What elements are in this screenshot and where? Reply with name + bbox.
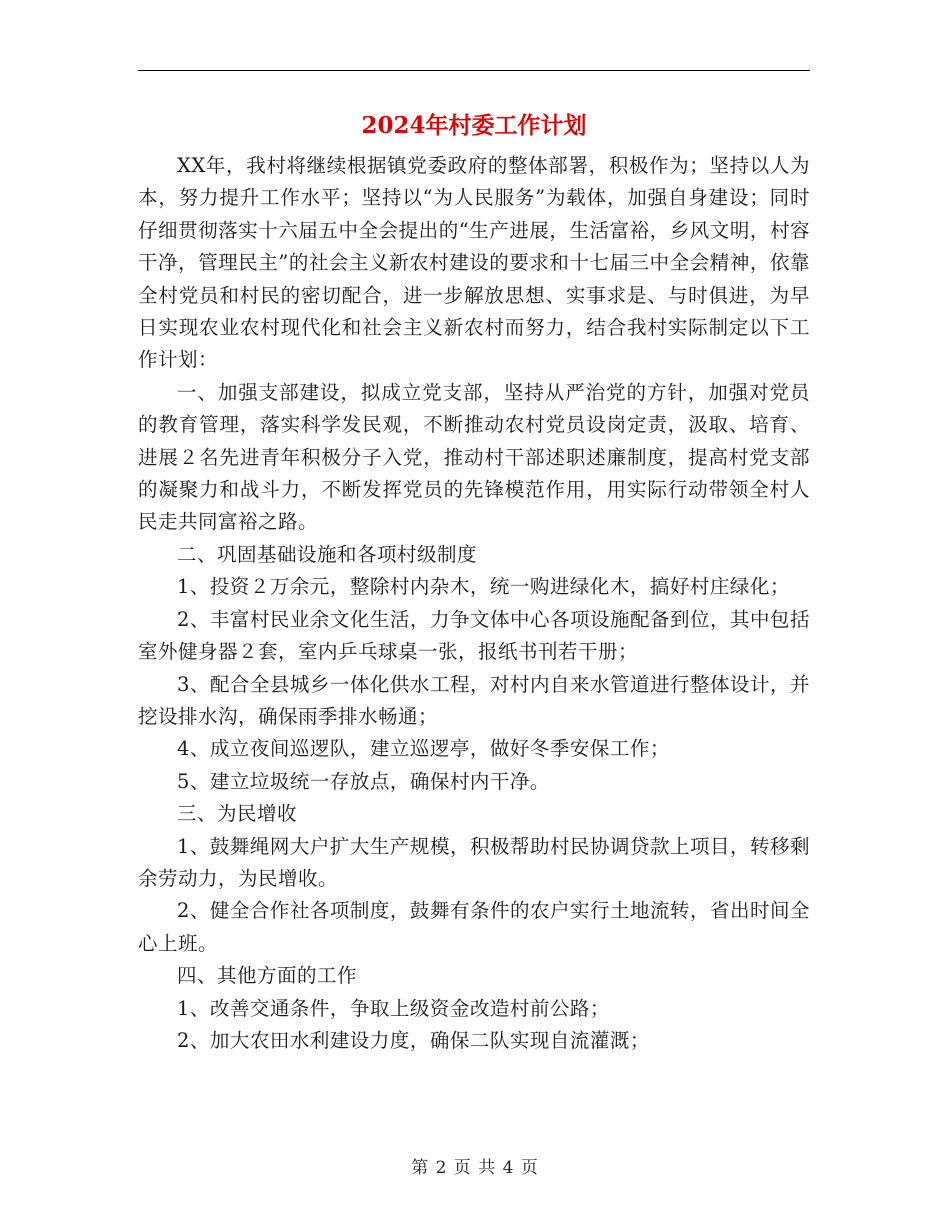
list-item: 2、加大农田水利建设力度，确保二队实现自流灌溉； xyxy=(177,1028,650,1052)
list-item: 5、建立垃圾统一存放点，确保村内干净。 xyxy=(177,769,550,793)
header-rule xyxy=(138,70,810,71)
document-title: 2024年村委工作计划 xyxy=(361,112,587,139)
list-item: 4、成立夜间巡逻队，建立巡逻亭，做好冬季安保工作； xyxy=(177,737,670,761)
list-item: 1、改善交通条件，争取上级资金改造村前公路； xyxy=(177,996,610,1020)
section-heading: 三、为民增收 xyxy=(177,802,298,826)
paragraph: 一、加强支部建设，拟成立党支部，坚持从严治党的方针，加强对党员的教育管理，落实科学发民观，不断推动农村党员设岗定责，汲取、培育、进展２名先进青年积极分子入党，推动村干部述职述廉制度，提高村党支部的凝聚力和战斗力，不断发挥党员的先锋模范作用，用实际行动带领全村人民走共同富裕之路。 xyxy=(138,380,810,534)
list-item: 1、鼓舞绳网大户扩大生产规模，积极帮助村民协调贷款上项目，转移剩余劳动力，为民增收。 xyxy=(138,834,810,890)
section-heading: 四、其他方面的工作 xyxy=(177,964,358,988)
list-item: 1、投资２万余元，整除村内杂木，统一购进绿化木，搞好村庄绿化； xyxy=(177,575,790,599)
list-item: 3、配合全县城乡一体化供水工程，对村内自来水管道进行整体设计，并挖设排水沟，确保雨季排水畅通； xyxy=(138,672,810,728)
list-item: 2、丰富村民业余文化生活，力争文体中心各项设施配备到位，其中包括室外健身器２套，室内乒乓球桌一张，报纸书刊若干册； xyxy=(138,607,810,664)
paragraph: XX年，我村将继续根据镇党委政府的整体部署，积极作为；坚持以人为本，努力提升工作水平；坚持以“为人民服务”为载体，加强自身建设；同时仔细贯彻落实十六届五中全会提出的“生产进展，生活富裕，乡风文明，村容干净，管理民主”的社会主义新农村建设的要求和十七届三中全会精神，依靠全村党员和村民的密切配合，进一步解放思想、实事求是、与时俱进，为早日实现农业农村现代化和社会主义新农村而努力，结合我村实际制定以下工作计划： xyxy=(138,154,810,372)
page-number: 第 2 页 共 4 页 xyxy=(411,1158,539,1178)
list-item: 2、健全合作社各项制度，鼓舞有条件的农户实行土地流转，省出时间全心上班。 xyxy=(138,899,810,955)
document-body xyxy=(138,150,810,1057)
section-heading: 二、巩固基础设施和各项村级制度 xyxy=(177,542,478,566)
